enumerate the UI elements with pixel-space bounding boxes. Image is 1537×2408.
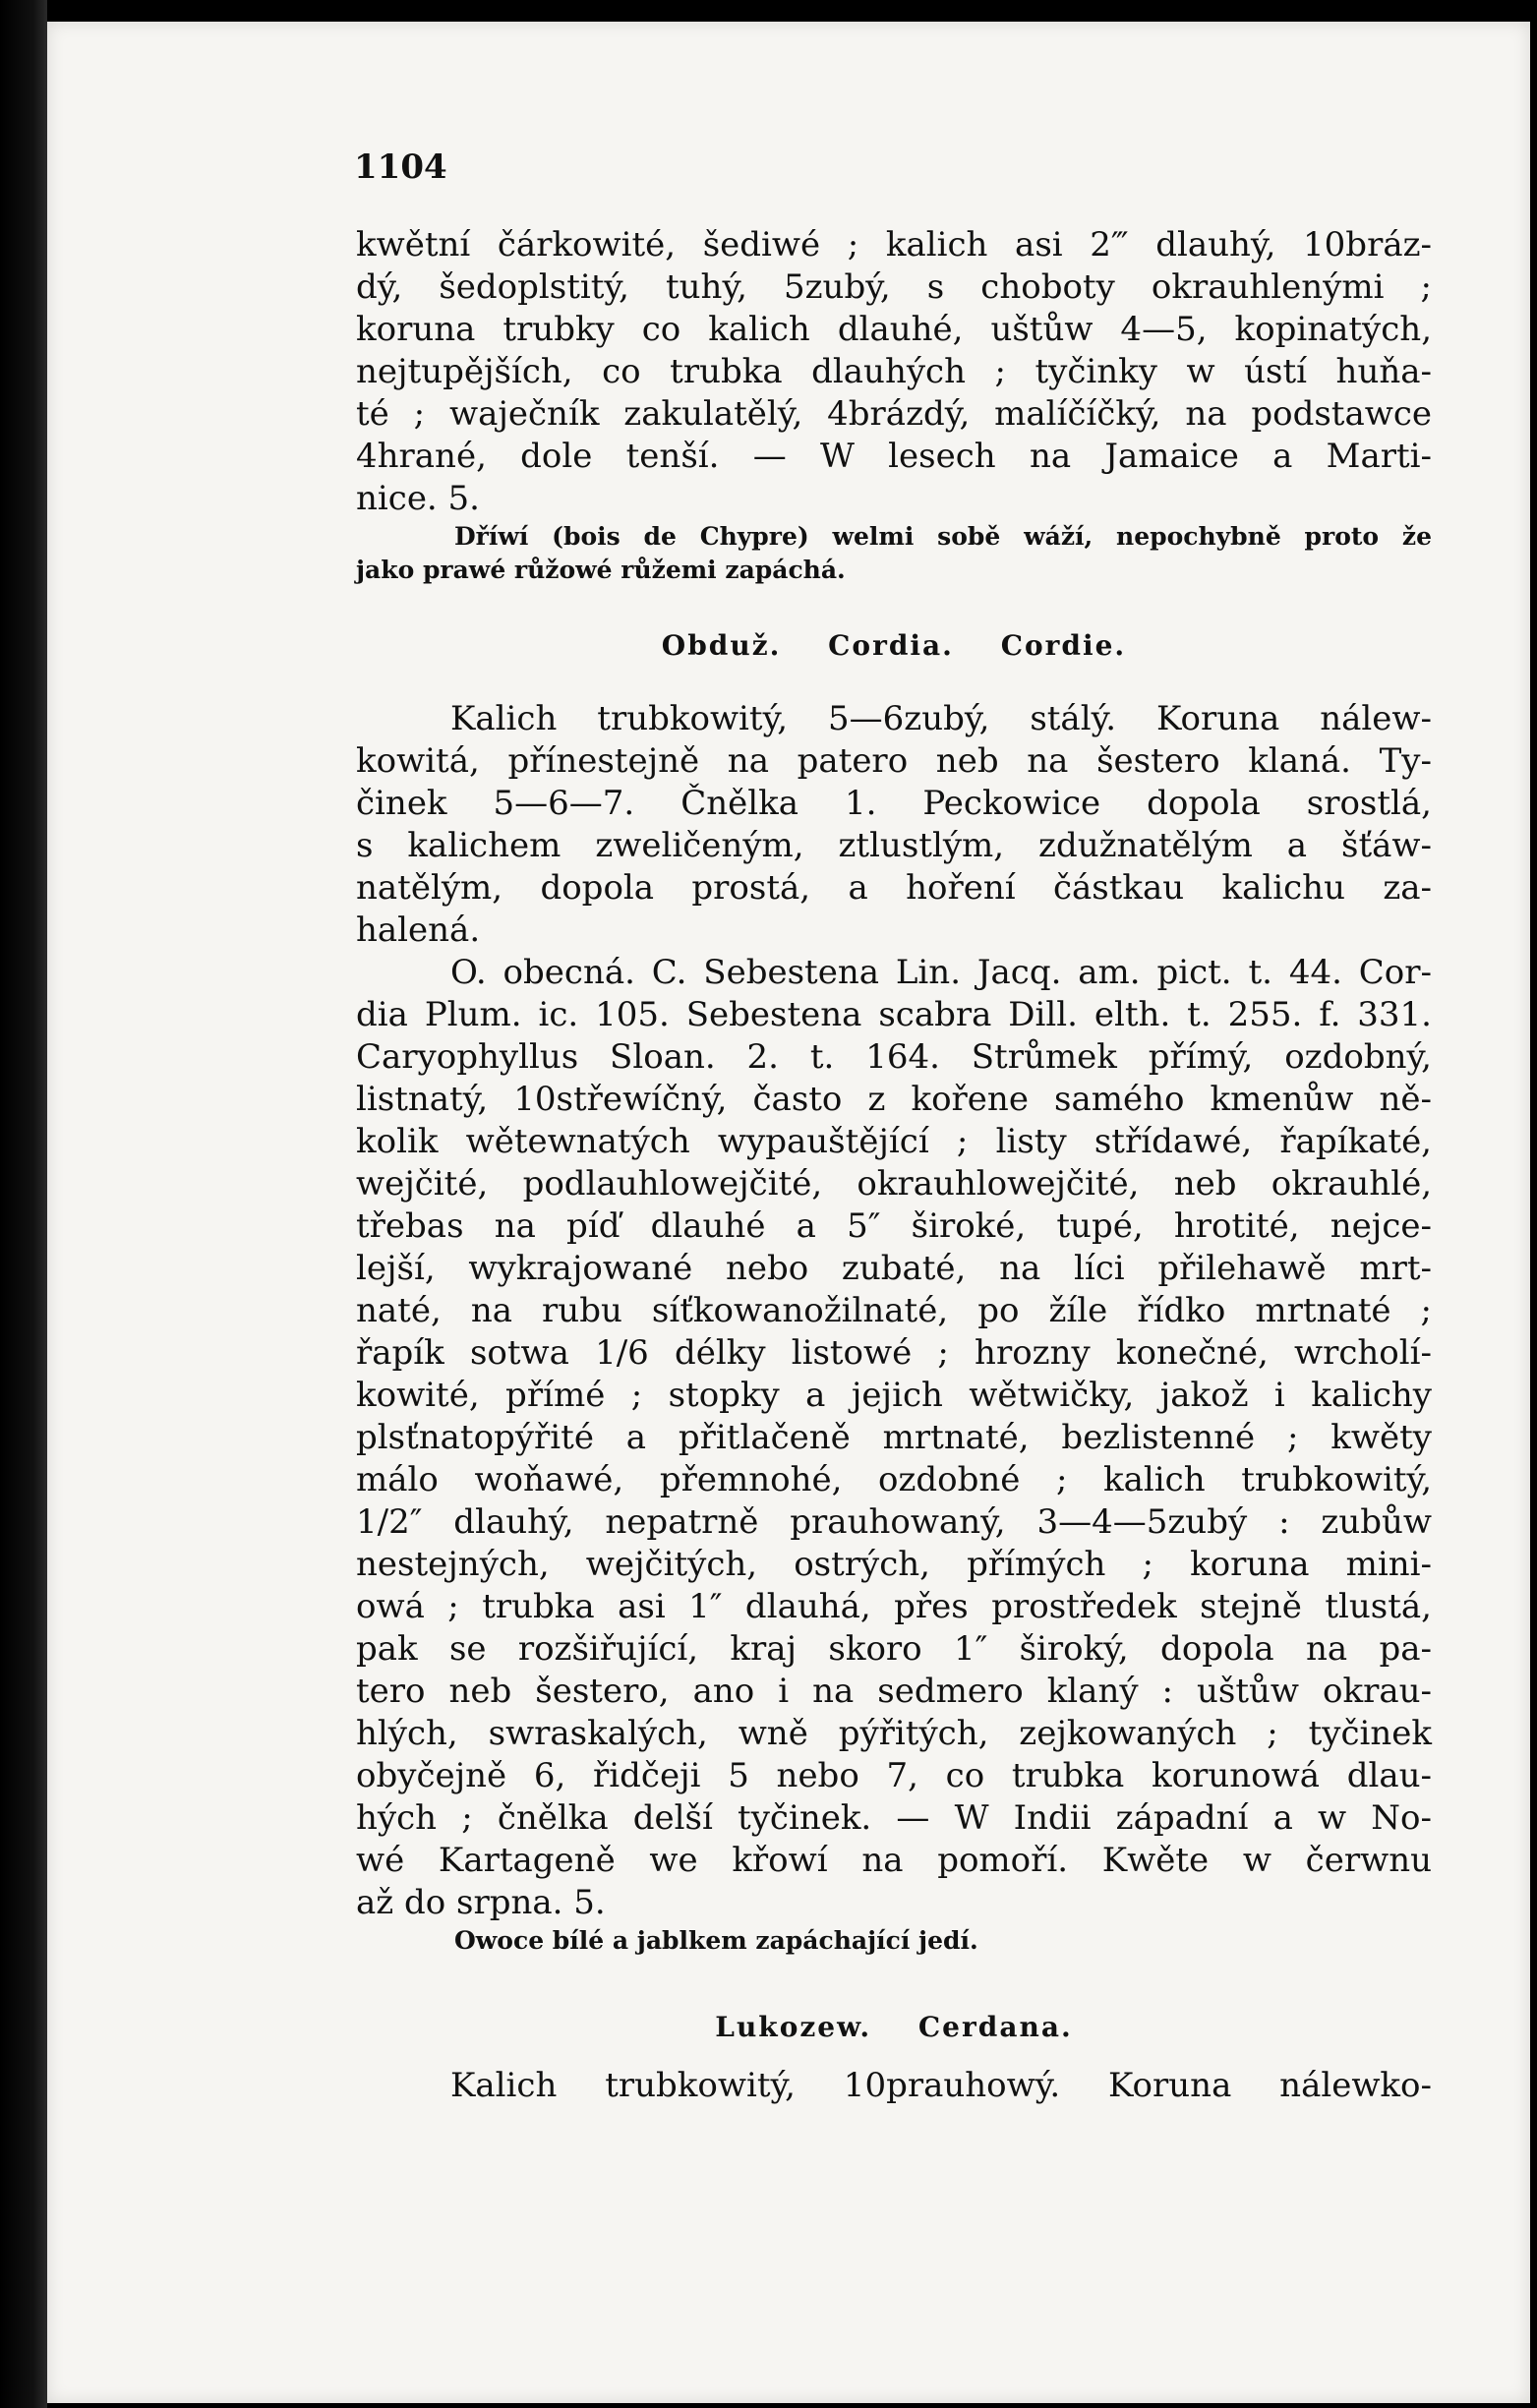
scan-dark-edge	[0, 0, 47, 2408]
species-line: hlých, swraskalých, wně pýřitých, zejkowaných ; tyčinek	[356, 1714, 1432, 1753]
text-line: nejtupějších, co trubka dlauhých ; tyčinky w ústí huňa-	[356, 352, 1432, 391]
species-line: Caryophyllus Sloan. 2. t. 164. Strůmek přímý, ozdobný,	[356, 1037, 1432, 1077]
genus-name-czech: Obduž.	[661, 629, 782, 662]
species-line: O. obecná. C. Sebestena Lin. Jacq. am. pict. t. 44. Cor-	[450, 953, 1432, 992]
species-line: wejčité, podlauhlowejčité, okrauhlowejčité, neb okrauhlé,	[356, 1164, 1432, 1204]
text-line: Kalich trubkowitý, 10prauhowý. Koruna nálewko-	[450, 2066, 1432, 2105]
genus-name-latin: Cordia.	[828, 629, 954, 662]
species-line: listnatý, 10střewíčný, často z kořene samého kmenůw ně-	[356, 1080, 1432, 1119]
text-line: té ; waječník zakulatělý, 4brázdý, malíčíčký, na podstawce	[356, 394, 1432, 434]
text-line: Kalich trubkowitý, 5—6zubý, stálý. Koruna nálew-	[450, 699, 1432, 738]
species-line: 1/2″ dlauhý, nepatrně prauhowaný, 3—4—5zubý : zubůw	[356, 1502, 1432, 1542]
text-line: dý, šedoplstitý, tuhý, 5zubý, s choboty okrauhlenými ;	[356, 267, 1432, 307]
genus-name-latin: Cerdana.	[917, 2011, 1073, 2043]
text-line: činek 5—6—7. Čnělka 1. Peckowice dopola srostlá,	[356, 784, 1432, 823]
genus-heading-cerdana	[356, 2011, 1432, 2043]
species-line: řapík sotwa 1/6 délky listowé ; hrozny konečné, wrcholí-	[356, 1333, 1432, 1373]
text-line: kowitá, přínestejně na patero neb na šestero klaná. Ty-	[356, 741, 1432, 781]
species-line: owá ; trubka asi 1″ dlauhá, přes prostředek stejně tlustá,	[356, 1587, 1432, 1626]
text-line: halená.	[356, 910, 481, 950]
species-line: hých ; čnělka delší tyčinek. — W Indii západní a w No-	[356, 1798, 1432, 1838]
text-line: kwětní čárkowité, šediwé ; kalich asi 2‴ dlauhý, 10bráz-	[356, 225, 1432, 264]
species-line: lejší, wykrajowané nebo zubaté, na líci přilehawě mrt-	[356, 1249, 1432, 1288]
text-line: koruna trubky co kalich dlauhé, uštůw 4—5, kopinatých,	[356, 310, 1432, 349]
note-line: Dříwí (bois de Chypre) welmi sobě wáží, nepochybně proto že	[454, 522, 1432, 551]
section-3	[356, 2065, 1432, 2107]
page-number: 1104	[354, 147, 447, 187]
text-line: 4hrané, dole tenší. — W lesech na Jamaice a Marti-	[356, 437, 1432, 476]
species-line: pak se rozšiřující, kraj skoro 1″ široký, dopola na pa-	[356, 1629, 1432, 1669]
species-line: naté, na rubu síťkowanožilnaté, po žíle řídko mrtnaté ;	[356, 1291, 1432, 1330]
species-line: kolik wětewnatých wypauštějící ; listy střídawé, řapíkaté,	[356, 1122, 1432, 1161]
genus-heading-cordia	[356, 629, 1432, 662]
species-line: až do srpna. 5.	[356, 1883, 606, 1922]
section-2	[356, 698, 1432, 1958]
text-line: s kalichem zweličeným, ztlustlým, zdužnatělým a šťáw-	[356, 826, 1432, 865]
note-line: Owoce bílé a jablkem zapáchající jedí.	[454, 1926, 978, 1955]
species-line: plsťnatopýřité a přitlačeně mrtnaté, bezlistenné ; kwěty	[356, 1418, 1432, 1457]
species-line: kowité, přímé ; stopky a jejich wětwičky, jakož i kalichy	[356, 1376, 1432, 1415]
text-line: nice. 5.	[356, 479, 480, 518]
note-line: jako prawé růžowé růžemi zapáchá.	[356, 556, 846, 584]
species-line: wé Kartageně we křowí na pomoří. Kwěte w čerwnu	[356, 1841, 1432, 1880]
species-line: tero neb šestero, ano i na sedmero klaný : uštůw okrau-	[356, 1672, 1432, 1711]
species-line: málo woňawé, přemnohé, ozdobné ; kalich trubkowitý,	[356, 1460, 1432, 1499]
text-line: natělým, dopola prostá, a hoření částkau kalichu za-	[356, 868, 1432, 908]
section-1	[356, 224, 1432, 587]
species-line: třebas na píď dlauhé a 5″ široké, tupé, hrotité, nejce-	[356, 1206, 1432, 1246]
genus-name-french: Cordie.	[1000, 629, 1127, 662]
genus-name-czech: Lukozew.	[715, 2011, 872, 2043]
species-line: nestejných, wejčitých, ostrých, přímých ; koruna mini-	[356, 1545, 1432, 1584]
species-line: dia Plum. ic. 105. Sebestena scabra Dill. elth. t. 255. f. 331.	[356, 995, 1432, 1034]
species-line: obyčejně 6, řidčeji 5 nebo 7, co trubka korunowá dlau-	[356, 1756, 1432, 1795]
